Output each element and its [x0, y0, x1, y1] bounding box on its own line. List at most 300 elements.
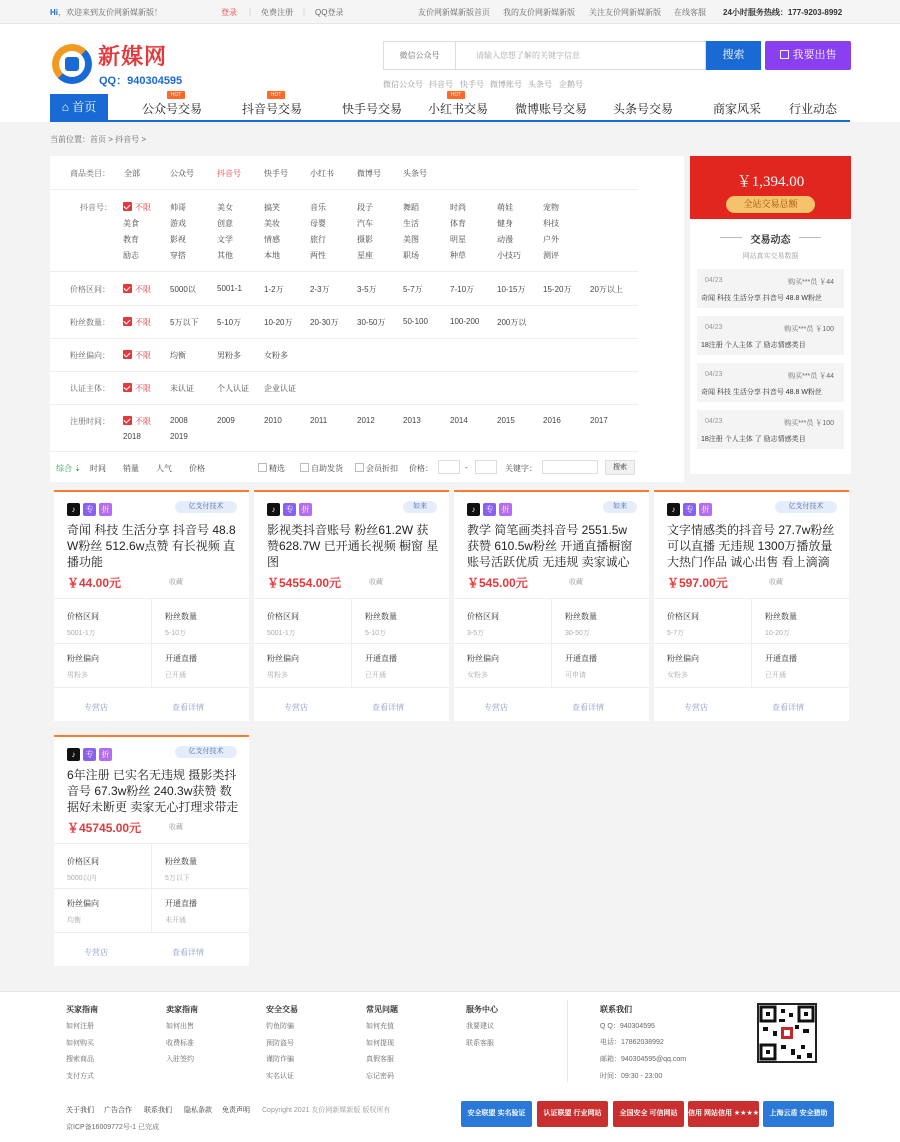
divider: [799, 237, 821, 238]
live-label: 开通直播: [765, 654, 797, 663]
price-range-value: 5001-1万: [67, 630, 96, 637]
divider: [54, 687, 249, 688]
unlimited-option[interactable]: 不限: [123, 202, 151, 213]
divider: [50, 338, 638, 339]
top-link-service[interactable]: 在线客服: [674, 8, 706, 17]
gender-value: 男粉多: [267, 672, 288, 679]
trade-buyer: 购买***员 ￥100: [784, 326, 834, 333]
product-price: ￥45745.00元: [67, 821, 142, 835]
nav-item-kuaishou[interactable]: 快手号交易: [342, 102, 403, 116]
unlimited-option[interactable]: 不限: [123, 284, 151, 295]
divider: [54, 643, 249, 644]
icp-text: 京ICP备16009772号-1 已完成: [66, 1124, 159, 1131]
welcome-text: Hi，欢迎来到友价网新媒新版！: [50, 8, 162, 17]
price-range-label: 价格区间: [67, 857, 99, 866]
payment-tag: 亿支付技术: [775, 501, 837, 513]
fans-option[interactable]: 50-100: [403, 317, 428, 326]
trade-item[interactable]: [697, 316, 844, 355]
divider: [254, 643, 449, 644]
douyin-option[interactable]: 户外: [543, 235, 559, 244]
favorite-link[interactable]: 收藏: [169, 824, 183, 831]
favorite-link[interactable]: 收藏: [369, 579, 383, 586]
trust-badge[interactable]: 安全联盟 实名验证: [461, 1101, 532, 1127]
unlimited-option[interactable]: 不限: [123, 416, 151, 427]
fans-option[interactable]: 200万以: [497, 318, 527, 327]
regtime-option[interactable]: 2016: [543, 416, 561, 425]
footer-bottom-link[interactable]: 联系我们: [144, 1107, 172, 1114]
nav-item-merchants[interactable]: 商家风采: [713, 102, 762, 116]
live-label: 开通直播: [165, 654, 197, 663]
footer-heading: 服务中心: [466, 1005, 498, 1014]
keyword-input[interactable]: [542, 460, 598, 474]
price-option[interactable]: 5001-1: [217, 284, 242, 293]
gender-value: 女粉多: [667, 672, 688, 679]
favorite-link[interactable]: 收藏: [569, 579, 583, 586]
search-button[interactable]: 搜索: [706, 41, 761, 70]
price-option[interactable]: 10-15万: [497, 285, 526, 294]
auth-option[interactable]: 企业认证: [264, 384, 296, 393]
douyin-option[interactable]: 搞笑: [264, 203, 280, 212]
douyin-option[interactable]: 创意: [217, 219, 233, 228]
divider: [254, 687, 449, 688]
footer-link[interactable]: 如何出售: [166, 1023, 194, 1030]
unlimited-option[interactable]: 不限: [123, 317, 151, 328]
trade-date: 04/23: [705, 277, 723, 284]
douyin-option[interactable]: 帅哥: [170, 203, 186, 212]
payment-tag: 如来: [603, 501, 637, 513]
product-title[interactable]: 奇闻 科技 生活分享 抖音号 48.8 W粉丝 512.6w点赞 有长视频 直播功能: [67, 523, 236, 569]
tiktok-icon: ♪: [267, 503, 280, 516]
discount-badge: 折: [99, 748, 112, 761]
trade-desc: 18注册 个人主体 了 励志情感类目: [701, 342, 806, 349]
category-option[interactable]: 抖音号: [217, 169, 241, 178]
trust-badge[interactable]: 上海云盾 安全猎助: [763, 1101, 834, 1127]
contact-time: 时间：09:30 - 23:00: [600, 1073, 663, 1080]
fans-value: 5-10万: [365, 630, 387, 637]
copyright: Copyright 2021 友价网新媒新版 版权所有: [262, 1107, 391, 1114]
unlimited-option[interactable]: 不限: [123, 383, 151, 394]
search-type-select[interactable]: 微信公众号: [383, 41, 455, 70]
product-card[interactable]: [54, 490, 249, 721]
regtime-option[interactable]: 2015: [497, 416, 515, 425]
regtime-option[interactable]: 2014: [450, 416, 468, 425]
payment-tag: 如来: [403, 501, 437, 513]
hot-badge: HOT: [167, 91, 185, 99]
price-range-label: 价格区间: [667, 612, 699, 621]
trust-badge[interactable]: 认证联盟 行业网站: [537, 1101, 608, 1127]
fans-label: 粉丝数量: [165, 612, 197, 621]
divider: |: [249, 7, 252, 16]
exclusive-badge: 专: [283, 503, 296, 516]
checkbox-checked-icon: [123, 416, 132, 425]
divider: [50, 271, 638, 272]
nav-underline: [50, 120, 850, 122]
douyin-option[interactable]: 时尚: [450, 203, 466, 212]
divider: [454, 687, 649, 688]
hotword-link[interactable]: 抖音号: [429, 80, 453, 89]
checkbox-checked-icon: [123, 383, 132, 392]
filter-label: 抖音号：: [80, 203, 112, 212]
live-value: 已开通: [165, 672, 186, 679]
nav-item-weibo[interactable]: 微博账号交易: [515, 102, 588, 116]
douyin-option[interactable]: 文学: [217, 235, 233, 244]
tiktok-icon: ♪: [67, 748, 80, 761]
footer-link[interactable]: 钓鱼防骗: [266, 1023, 294, 1030]
trade-desc: 18注册 个人主体 了 励志情感类目: [701, 436, 806, 443]
exclusive-badge: 专: [483, 503, 496, 516]
shop-link[interactable]: 专营店: [284, 703, 308, 712]
fans-value: 5-10万: [165, 630, 187, 637]
douyin-option[interactable]: 教育: [123, 235, 139, 244]
regtime-option[interactable]: 2008: [170, 416, 188, 425]
regtime-option[interactable]: 2011: [310, 416, 328, 425]
search-input[interactable]: 请输入您想了解的关键字信息: [455, 41, 706, 70]
auth-option[interactable]: 未认证: [170, 384, 194, 393]
fans-option[interactable]: 100-200: [450, 317, 480, 326]
nav-item-xhs[interactable]: 小红书交易: [428, 102, 489, 116]
live-value: 未开通: [165, 917, 186, 924]
contact-phone: 电话：17862038992: [600, 1039, 664, 1046]
douyin-option[interactable]: 美女: [217, 203, 233, 212]
favorite-link[interactable]: 收藏: [769, 579, 783, 586]
checkbox-checked-icon: [123, 284, 132, 293]
douyin-option[interactable]: 测评: [543, 251, 559, 260]
price-range-value: 3-5万: [467, 630, 485, 637]
sort-popularity[interactable]: 人气: [156, 464, 172, 473]
douyin-option[interactable]: 游戏: [170, 219, 186, 228]
douyin-option[interactable]: 动漫: [497, 235, 513, 244]
douyin-option[interactable]: 两性: [310, 251, 326, 260]
regtime-option[interactable]: 2013: [403, 416, 421, 425]
douyin-option[interactable]: 种草: [450, 251, 466, 260]
detail-link[interactable]: 查看详情: [172, 703, 204, 712]
unlimited-option[interactable]: 不限: [123, 350, 151, 361]
footer-link[interactable]: 搜索商品: [66, 1056, 94, 1063]
douyin-option[interactable]: 美妆: [264, 219, 280, 228]
douyin-option[interactable]: 萌娃: [497, 203, 513, 212]
register-link[interactable]: 免费注册: [261, 8, 293, 17]
edit-icon: [780, 50, 789, 59]
regtime-option[interactable]: 2019: [170, 432, 188, 441]
contact-qq: Q Q：940304595: [600, 1023, 655, 1030]
hotword-link[interactable]: 微信公众号: [383, 80, 423, 89]
gender-value: 女粉多: [467, 672, 488, 679]
price-option[interactable]: 1-2万: [264, 285, 284, 294]
douyin-option[interactable]: 旅行: [310, 235, 326, 244]
category-option[interactable]: 公众号: [170, 169, 194, 178]
divider: [50, 371, 638, 372]
product-card[interactable]: [454, 490, 649, 721]
footer-link[interactable]: 实名认证: [266, 1072, 294, 1080]
detail-link[interactable]: 查看详情: [372, 703, 404, 712]
divider: [454, 643, 649, 644]
hotword-link[interactable]: 头条号: [528, 80, 552, 89]
douyin-option[interactable]: 星座: [357, 251, 373, 260]
douyin-option[interactable]: 美食: [123, 219, 139, 228]
detail-link[interactable]: 查看详情: [572, 703, 604, 712]
product-card[interactable]: [654, 490, 849, 721]
tiktok-icon: ♪: [667, 503, 680, 516]
qq-login-link[interactable]: QQ登录: [315, 8, 344, 17]
logo-qq: QQ：940304595: [99, 75, 183, 87]
trade-date: 04/23: [705, 418, 723, 425]
favorite-link[interactable]: 收藏: [169, 579, 183, 586]
contact-heading: 联系我们: [600, 1005, 632, 1014]
sort-sales[interactable]: 销量: [123, 464, 139, 473]
member-discount-checkbox[interactable]: 会员折扣: [355, 463, 398, 474]
live-label: 开通直播: [365, 654, 397, 663]
footer-link[interactable]: 如何提现: [366, 1039, 394, 1047]
detail-link[interactable]: 查看详情: [172, 948, 204, 957]
live-label: 开通直播: [565, 654, 597, 663]
category-option[interactable]: 快手号: [264, 169, 288, 178]
product-title[interactable]: 影视类抖音账号 粉丝61.2W 获赞628.7W 已开通长视频 橱窗 星图: [267, 523, 439, 569]
discount-badge: 折: [499, 503, 512, 516]
douyin-option[interactable]: 明星: [450, 235, 466, 244]
exclusive-badge: 专: [83, 503, 96, 516]
gender-label: 粉丝偏向: [667, 654, 699, 663]
product-card[interactable]: [254, 490, 449, 721]
footer-bottom-link[interactable]: 广告合作: [104, 1107, 132, 1114]
product-price: ￥44.00元: [67, 576, 122, 590]
shop-link[interactable]: 专营店: [84, 703, 108, 712]
douyin-option[interactable]: 健身: [497, 219, 513, 228]
price-range-label: 价格区间: [267, 612, 299, 621]
trade-desc: 奇闻 科技 生活分享 抖音号 48.8 W粉丝: [701, 389, 822, 396]
gender-label: 粉丝偏向: [67, 899, 99, 908]
auth-option[interactable]: 个人认证: [217, 384, 249, 393]
top-link-my[interactable]: 我的友价网新媒新版: [503, 8, 575, 17]
fans-label: 粉丝数量: [165, 857, 197, 866]
price-range-value: 5-7万: [667, 630, 685, 637]
tiktok-icon: ♪: [67, 503, 80, 516]
douyin-option[interactable]: 母婴: [310, 219, 326, 228]
regtime-option[interactable]: 2012: [357, 416, 375, 425]
fans-option[interactable]: 20-30万: [310, 318, 339, 327]
live-value: 已开通: [765, 672, 786, 679]
divider: |: [303, 7, 306, 16]
top-bar: [0, 0, 900, 24]
checkbox-checked-icon: [123, 202, 132, 211]
shop-link[interactable]: 专营店: [84, 948, 108, 957]
fans-option[interactable]: 5-10万: [217, 318, 242, 327]
footer-bottom-link[interactable]: 关于我们: [66, 1107, 94, 1114]
footer-link[interactable]: 如何充值: [366, 1023, 394, 1030]
douyin-option[interactable]: 其他: [217, 251, 233, 260]
nav-item-toutiao[interactable]: 头条号交易: [613, 102, 674, 116]
douyin-option[interactable]: 穿搭: [170, 251, 186, 260]
douyin-option[interactable]: 汽车: [357, 219, 373, 228]
category-option[interactable]: 头条号: [403, 169, 427, 178]
hotword-link[interactable]: 企鹅号: [559, 80, 583, 89]
price-label: 价格：: [409, 464, 433, 473]
hotword-link[interactable]: 快手号: [460, 80, 484, 89]
douyin-option[interactable]: 生活: [403, 219, 419, 228]
contact-email: 邮箱：940304595@qq.com: [600, 1056, 687, 1063]
fans-option[interactable]: 5万以下: [170, 318, 199, 327]
price-min-input[interactable]: [438, 460, 460, 474]
featured-checkbox[interactable]: 精选: [258, 463, 285, 474]
footer-link[interactable]: 谨防诈骗: [266, 1056, 294, 1063]
filter-panel: [50, 156, 684, 482]
filter-label: 粉丝数量：: [70, 318, 110, 327]
douyin-option[interactable]: 音乐: [310, 203, 326, 212]
category-option[interactable]: 微博号: [357, 169, 381, 178]
nav-item-news[interactable]: 行业动态: [789, 102, 838, 116]
douyin-option[interactable]: 宠物: [543, 203, 559, 212]
keyword-label: 关键字：: [505, 464, 537, 473]
fans-option[interactable]: 30-50万: [357, 318, 386, 327]
checkbox-checked-icon: [123, 350, 132, 359]
hot-badge: HOT: [267, 91, 285, 99]
detail-link[interactable]: 查看详情: [772, 703, 804, 712]
gender-option[interactable]: 均衡: [170, 351, 186, 360]
footer-heading: 常见问题: [366, 1005, 398, 1014]
filter-label: 粉丝偏向：: [70, 351, 110, 360]
regtime-option[interactable]: 2017: [590, 416, 608, 425]
douyin-option[interactable]: 美图: [403, 235, 419, 244]
home-icon: ⌂: [61, 100, 69, 114]
douyin-option[interactable]: 小技巧: [497, 251, 521, 260]
gender-label: 粉丝偏向: [467, 654, 499, 663]
sort-price[interactable]: 价格: [189, 464, 205, 473]
shop-link[interactable]: 专营店: [684, 703, 708, 712]
footer-link[interactable]: 如何购买: [66, 1039, 94, 1047]
footer-heading: 买家指南: [66, 1005, 98, 1014]
douyin-option[interactable]: 舞蹈: [403, 203, 419, 212]
checkbox-checked-icon: [123, 317, 132, 326]
product-card[interactable]: [54, 735, 249, 966]
filter-label: 注册时间：: [70, 417, 110, 426]
trade-item[interactable]: [697, 363, 844, 402]
category-option[interactable]: 小红书: [310, 169, 334, 178]
price-option[interactable]: 15-20万: [543, 285, 572, 294]
gender-value: 均衡: [67, 917, 81, 924]
top-link-home[interactable]: 友价网新媒新版首页: [418, 8, 490, 17]
footer-link[interactable]: 入驻签约: [166, 1056, 194, 1063]
footer-link[interactable]: 如何注册: [66, 1023, 94, 1030]
top-link-follow[interactable]: 关注友价网新媒新版: [589, 8, 661, 17]
sell-button[interactable]: 我要出售: [765, 41, 851, 70]
product-price: ￥545.00元: [467, 576, 528, 590]
filter-search-button[interactable]: 搜索: [605, 460, 635, 475]
footer-bottom-link[interactable]: 隐私条款: [184, 1107, 212, 1114]
hotword-link[interactable]: 微博账号: [490, 80, 522, 89]
regtime-option[interactable]: 2009: [217, 416, 235, 425]
trust-badge[interactable]: 信用 网站信用 ★★★★: [688, 1101, 759, 1127]
footer-link[interactable]: 忘记密码: [366, 1072, 394, 1080]
divider: [54, 932, 249, 933]
footer-link[interactable]: 我要建议: [466, 1023, 494, 1030]
trade-item[interactable]: [697, 410, 844, 449]
sort-time[interactable]: 时间: [90, 464, 106, 473]
fans-option[interactable]: 10-20万: [264, 318, 293, 327]
fans-value: 10-20万: [765, 630, 790, 637]
footer-link[interactable]: 收费标准: [166, 1039, 194, 1047]
nav-item-gzh[interactable]: 公众号交易: [142, 102, 203, 116]
douyin-option[interactable]: 科技: [543, 219, 559, 228]
divider: [50, 451, 638, 452]
regtime-option[interactable]: 2018: [123, 432, 141, 441]
trade-title: 交易动态: [750, 235, 791, 246]
total-amount: ￥1,394.00: [736, 174, 805, 190]
price-range-label: 价格区间: [467, 612, 499, 621]
fans-label: 粉丝数量: [765, 612, 797, 621]
sort-default[interactable]: 综合 ⇣: [56, 464, 81, 473]
hot-badge: HOT: [447, 91, 465, 99]
live-value: 可申请: [565, 672, 586, 679]
shop-link[interactable]: 专营店: [484, 703, 508, 712]
douyin-option[interactable]: 情感: [264, 235, 280, 244]
product-title[interactable]: 文字情感类的抖音号 27.7w粉丝 可以直播 无违规 1300万播放量大热门作品 诚心出售 看上滴滴: [667, 523, 835, 569]
product-price: ￥54554.00元: [267, 576, 342, 590]
auto-delivery-checkbox[interactable]: 自助发货: [300, 463, 343, 474]
tiktok-icon: ♪: [467, 503, 480, 516]
footer-heading: 安全交易: [266, 1005, 298, 1014]
gender-option[interactable]: 女粉多: [264, 351, 288, 360]
product-title[interactable]: 6年注册 已实名无违规 摄影类抖音号 67.3w粉丝 240.3w获赞 数据好未断更 卖家无心打理求带走: [67, 768, 239, 814]
trade-buyer: 购买***员 ￥44: [788, 279, 834, 286]
footer-link[interactable]: 预防盗号: [266, 1039, 294, 1047]
product-title[interactable]: 教学 简笔画类抖音号 2551.5w获赞 610.5w粉丝 开通直播橱窗 账号活跃优质 无违规 卖家诚心: [467, 523, 633, 569]
nav-home[interactable]: ⌂ 首页: [50, 94, 108, 121]
price-option[interactable]: 3-5万: [357, 285, 377, 294]
total-label: 全站交易总额: [726, 196, 815, 213]
trade-desc: 奇闻 科技 生活分享 抖音号 48.8 W粉丝: [701, 295, 822, 302]
divider: [654, 687, 849, 688]
payment-tag: 亿支付技术: [175, 501, 237, 513]
price-max-input[interactable]: [475, 460, 497, 474]
filter-label: 认证主体：: [70, 384, 110, 393]
price-option[interactable]: 2-3万: [310, 285, 330, 294]
exclusive-badge: 专: [83, 748, 96, 761]
breadcrumb: 当前位置：首页 > 抖音号 >: [50, 135, 147, 144]
price-option[interactable]: 5-7万: [403, 285, 423, 294]
price-option[interactable]: 7-10万: [450, 285, 475, 294]
douyin-option[interactable]: 体育: [450, 219, 466, 228]
footer-link[interactable]: 联系客服: [466, 1039, 494, 1047]
trust-badge[interactable]: 全国安全 可信网站: [613, 1101, 684, 1127]
hotline: 24小时服务热线：177-9203-8992: [723, 8, 843, 17]
douyin-option[interactable]: 影视: [170, 235, 186, 244]
douyin-option[interactable]: 摄影: [357, 235, 373, 244]
douyin-option[interactable]: 本地: [264, 251, 280, 260]
divider: [50, 189, 638, 190]
login-link[interactable]: 登录: [221, 8, 237, 17]
footer-link[interactable]: 支付方式: [66, 1072, 94, 1080]
footer-bottom-link[interactable]: 免责声明: [222, 1107, 250, 1114]
gender-option[interactable]: 男粉多: [217, 351, 241, 360]
footer-link[interactable]: 真假客服: [366, 1056, 394, 1063]
category-option[interactable]: 全部: [124, 169, 140, 178]
divider: [50, 404, 638, 405]
divider: [50, 305, 638, 306]
logo-icon[interactable]: [52, 44, 92, 84]
douyin-option[interactable]: 段子: [357, 203, 373, 212]
regtime-option[interactable]: 2010: [264, 416, 282, 425]
trade-item[interactable]: [697, 269, 844, 308]
trade-date: 04/23: [705, 324, 723, 331]
divider: [567, 1000, 568, 1082]
douyin-option[interactable]: 职场: [403, 251, 419, 260]
price-option[interactable]: 5000以: [170, 285, 196, 294]
discount-badge: 折: [699, 503, 712, 516]
price-option[interactable]: 20万以上: [590, 285, 623, 294]
logo-title[interactable]: 新媒网: [98, 44, 168, 69]
gender-label: 粉丝偏向: [67, 654, 99, 663]
douyin-option[interactable]: 励志: [123, 251, 139, 260]
nav-item-douyin[interactable]: 抖音号交易: [242, 102, 303, 116]
